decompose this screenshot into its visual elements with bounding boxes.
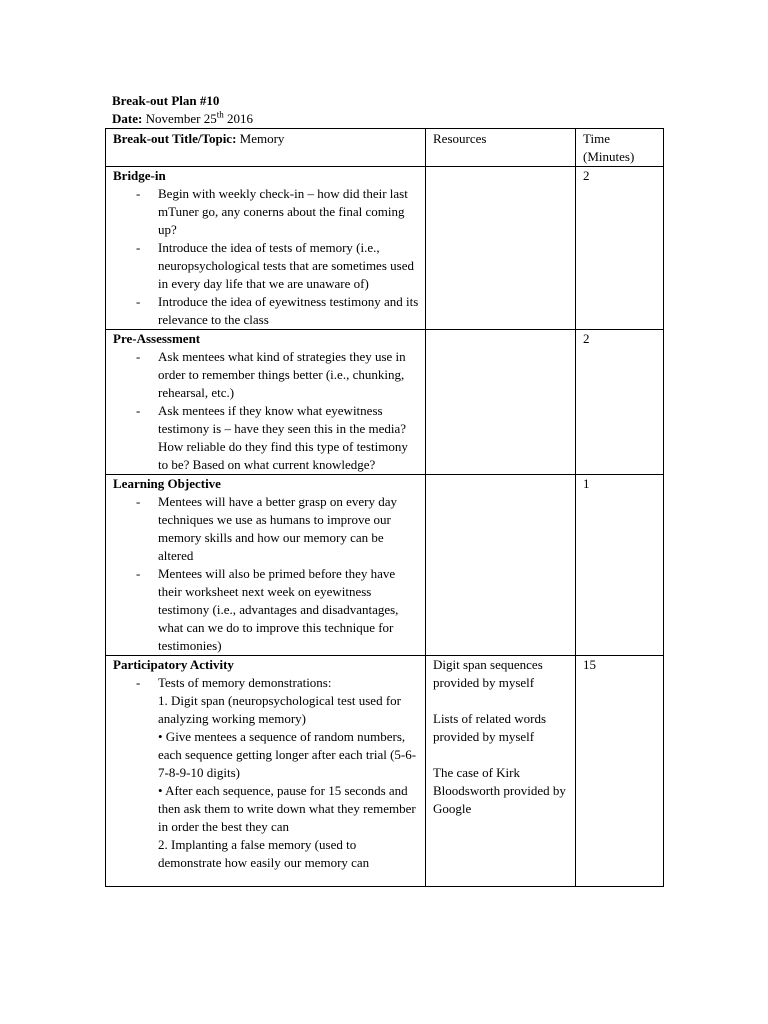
table-row bbox=[106, 330, 664, 475]
bullet-list bbox=[113, 348, 425, 474]
resources-cell bbox=[426, 656, 576, 887]
time-cell: 1 bbox=[576, 475, 664, 656]
resource-item: Digit span sequences provided by myself bbox=[433, 657, 543, 690]
list-item: - Ask mentees what kind of strategies they use in order to remember things better (i.e., chunking, rehearsal, etc.) bbox=[113, 348, 425, 402]
time-cell: 2 bbox=[576, 167, 664, 330]
table-row bbox=[106, 167, 664, 330]
resource-item: Lists of related words provided by myself bbox=[433, 711, 547, 744]
section-title: Participatory Activity bbox=[113, 657, 234, 672]
resource-item: The case of Kirk Bloodsworth provided by Google bbox=[433, 765, 566, 816]
section-title: Pre-Assessment bbox=[113, 331, 201, 346]
section-title: Learning Objective bbox=[113, 476, 221, 491]
participatory-activity-cell bbox=[106, 656, 426, 887]
bullet-list bbox=[113, 493, 425, 655]
topic-value: Memory bbox=[236, 131, 285, 146]
list-item: - Mentees will also be primed before they have their worksheet next week on eyewitness testimony (i.e., advantages and disadvantages, what can we do to improve this technique for testimonies) bbox=[113, 565, 425, 655]
bullet-list bbox=[113, 185, 425, 329]
resources-cell bbox=[426, 167, 576, 330]
date-value: November 25 bbox=[145, 111, 217, 126]
resources-cell bbox=[426, 330, 576, 475]
table-header-row bbox=[106, 129, 664, 167]
plan-heading bbox=[112, 92, 672, 128]
topic-label: Break-out Title/Topic: bbox=[113, 131, 237, 146]
sub-item: • Give mentees a sequence of random numbers, each sequence getting longer after each trial (5-6-7-8-9-10 digits) bbox=[158, 729, 417, 780]
sub-item: 1. Digit span (neuropsychological test used for analyzing working memory) bbox=[158, 693, 401, 726]
plan-table bbox=[105, 128, 664, 887]
date-label: Date: bbox=[112, 111, 143, 126]
plan-title: Break-out Plan #10 bbox=[112, 93, 220, 108]
learning-objective-cell bbox=[106, 475, 426, 656]
topic-header bbox=[106, 129, 426, 167]
list-item: - Introduce the idea of tests of memory (i.e., neuropsychological tests that are sometimes used in every day life that we are unaware of) bbox=[113, 239, 425, 293]
resources-header: Resources bbox=[426, 129, 576, 167]
bridge-in-cell bbox=[106, 167, 426, 330]
table-row bbox=[106, 656, 664, 887]
time-header bbox=[576, 129, 664, 167]
bullet-text: Tests of memory demonstrations: bbox=[158, 675, 332, 690]
sub-item: • After each sequence, pause for 15 seconds and then ask them to write down what they remember in order the best they can bbox=[158, 783, 416, 834]
time-cell: 15 bbox=[576, 656, 664, 887]
list-item: - Ask mentees if they know what eyewitness testimony is – have they seen this in the media? How reliable do they find this type of testimony to be? Based on what current knowledge? bbox=[113, 402, 425, 474]
time-header-line2: (Minutes) bbox=[583, 149, 635, 164]
list-item bbox=[113, 674, 425, 872]
time-cell: 2 bbox=[576, 330, 664, 475]
list-item: - Begin with weekly check-in – how did their last mTuner go, any conerns about the final coming up? bbox=[113, 185, 425, 239]
sub-item: 2. Implanting a false memory (used to demonstrate how easily our memory can bbox=[158, 837, 370, 870]
date-suffix: th bbox=[216, 109, 224, 120]
date-year: 2016 bbox=[223, 111, 253, 126]
pre-assessment-cell bbox=[106, 330, 426, 475]
section-title: Bridge-in bbox=[113, 168, 166, 183]
plan-date bbox=[112, 110, 672, 128]
list-item: - Introduce the idea of eyewitness testimony and its relevance to the class bbox=[113, 293, 425, 329]
time-header-line1: Time bbox=[583, 131, 610, 146]
table-row bbox=[106, 475, 664, 656]
list-item: - Mentees will have a better grasp on every day techniques we use as humans to improve our memory skills and how our memory can be altered bbox=[113, 493, 425, 565]
bullet-list bbox=[113, 674, 425, 872]
resources-cell bbox=[426, 475, 576, 656]
